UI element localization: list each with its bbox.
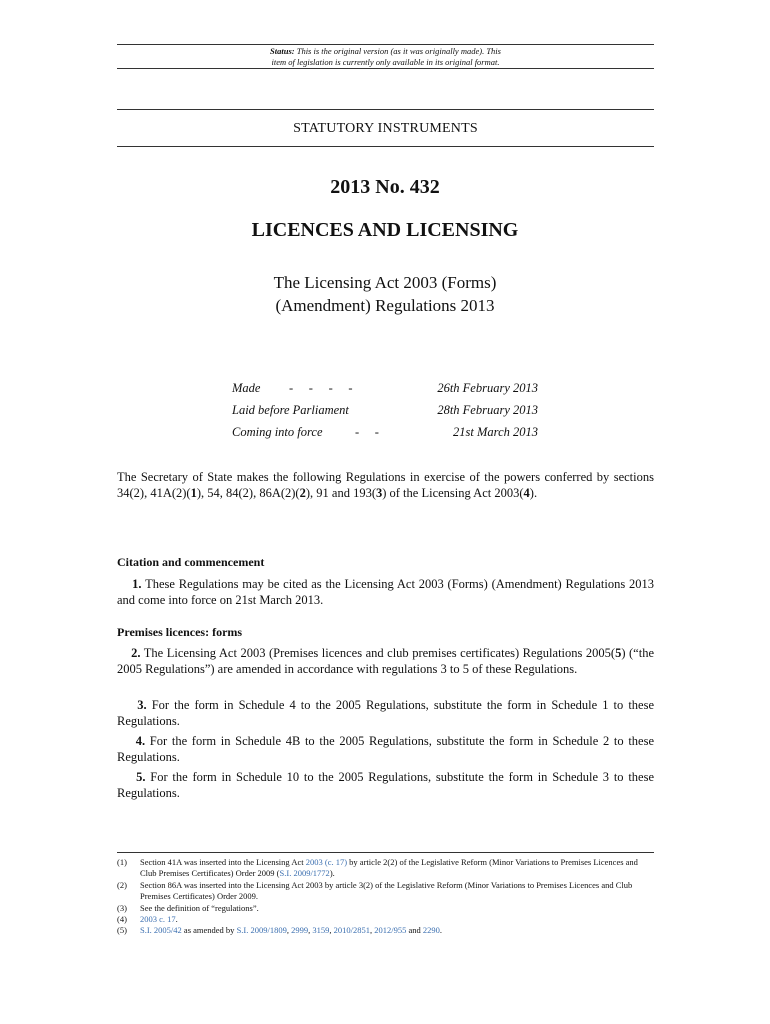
date-label: Laid before Parliament — [232, 403, 349, 417]
preamble-text: ). — [529, 486, 538, 500]
citation-heading: Citation and commencement — [117, 555, 265, 569]
footnote-ref[interactable]: 2 — [299, 486, 306, 500]
preamble-text: ) of the Licensing Act 2003( — [382, 486, 524, 500]
legislation-link[interactable]: 3159 — [312, 925, 330, 935]
footnote-ref[interactable]: 5 — [615, 646, 622, 660]
legislation-link[interactable]: S.I. 2009/1772 — [279, 868, 330, 878]
footnote-ref[interactable]: 4 — [523, 486, 530, 500]
separator: , — [329, 925, 334, 935]
footnote-number: (4) — [117, 914, 127, 924]
legislation-link[interactable]: 2003 c. 17 — [140, 914, 176, 924]
legislation-link[interactable]: 2999 — [291, 925, 309, 935]
footnote-body: See the definition of “regulations”. — [140, 903, 259, 913]
instrument-title — [0, 271, 770, 317]
title-line-1: The Licensing Act 2003 (Forms) — [273, 273, 497, 292]
date-label: Coming into force — [232, 425, 323, 439]
date-dashes: - - — [355, 425, 379, 439]
footnote-text: by article 2(2) of the Legislative Reform (Minor Variations to Premises Licences and Club Premises Certificates) Order 2009 ( — [140, 857, 638, 878]
regulation-3 — [117, 697, 654, 729]
title-line-2: (Amendment) Regulations 2013 — [275, 296, 495, 315]
series-banner — [117, 109, 654, 147]
status-label: Status: — [270, 46, 295, 56]
regulation-1 — [117, 576, 654, 608]
legislation-link[interactable]: S.I. 2009/1809 — [236, 925, 287, 935]
regulation-text: For the form in Schedule 10 to the 2005 Regulations, substitute the form in Schedule 3 to these Regulations. — [117, 770, 655, 800]
regulation-text: For the form in Schedule 4 to the 2005 Regulations, substitute the form in Schedule 1 to these Regulations. — [117, 698, 654, 728]
date-value: 26th February 2013 — [437, 381, 538, 395]
status-line-1: This is the original version (as it was originally made). This — [296, 46, 501, 56]
regulation-2 — [117, 645, 654, 677]
footnote-number: (3) — [117, 903, 127, 913]
regulation-4 — [117, 733, 654, 765]
dates-table — [232, 381, 538, 447]
preamble — [117, 469, 654, 501]
regulation-number: 5. — [136, 770, 146, 784]
regulation-text: ) (“the 2005 Regulations”) are amended in accordance with regulations 3 to 5 of these Regulations. — [117, 646, 654, 676]
regulation-text: For the form in Schedule 4B to the 2005 Regulations, substitute the form in Schedule 2 to these Regulations. — [117, 734, 654, 764]
regulation-number: 1. — [132, 577, 142, 591]
instrument-number: 2013 No. 432 — [330, 176, 440, 198]
footnote-body — [140, 857, 654, 879]
footnote-number: (5) — [117, 925, 127, 935]
preamble-text: ), 91 and 193( — [305, 486, 376, 500]
premises-heading: Premises licences: forms — [117, 625, 243, 639]
date-dashes: - - - - — [289, 381, 353, 395]
legislation-link[interactable]: 2003 (c. 17) — [305, 857, 348, 867]
separator: and — [406, 925, 423, 935]
footnote-divider — [117, 852, 654, 853]
legislation-link[interactable]: 2290 — [422, 925, 440, 935]
regulation-number: 4. — [135, 734, 146, 748]
legislation-link[interactable]: 2012/955 — [374, 925, 407, 935]
footnote-text: . — [175, 914, 178, 924]
preamble-text: ), 54, 84(2), 86A(2)( — [196, 486, 300, 500]
subject-heading: LICENCES AND LICENSING — [251, 219, 519, 241]
date-row-force — [232, 425, 538, 447]
footnote-text: as amended by — [181, 925, 237, 935]
series-label: STATUTORY INSTRUMENTS — [293, 121, 478, 136]
status-banner — [117, 44, 654, 69]
footnote-ref[interactable]: 3 — [375, 486, 383, 500]
footnote-body — [140, 925, 654, 936]
date-value: 21st March 2013 — [453, 425, 538, 439]
separator: . — [439, 925, 443, 935]
regulation-5 — [117, 769, 654, 801]
regulation-number: 2. — [131, 646, 141, 660]
footnote-text: ). — [329, 868, 335, 878]
separator: , — [369, 925, 375, 935]
separator: , — [286, 925, 292, 935]
footnote-number: (1) — [117, 857, 127, 867]
footnote-number: (2) — [117, 880, 127, 890]
footnote-text: Section 41A was inserted into the Licensing Act — [140, 857, 306, 867]
date-row-made — [232, 381, 538, 403]
footnote-body: Section 86A was inserted into the Licensing Act 2003 by article 3(2) of the Legislative Reform (Minor Variations to Premises Licences and Club Premises Certificates) Order 2009. — [140, 880, 633, 901]
separator: , — [308, 925, 313, 935]
status-text — [117, 46, 654, 68]
regulation-text: The Licensing Act 2003 (Premises licences and club premises certificates) Regulations 2005( — [143, 646, 616, 660]
regulation-text: These Regulations may be cited as the Licensing Act 2003 (Forms) (Amendment) Regulations 2013 and come into force on 21st March 2013. — [117, 577, 655, 607]
legislation-link[interactable]: 2010/2851 — [333, 925, 370, 935]
date-row-laid — [232, 403, 538, 425]
regulation-number: 3. — [137, 698, 147, 712]
footnote-ref[interactable]: 1 — [190, 486, 197, 500]
footnote-body — [140, 914, 654, 925]
status-line-2: item of legislation is currently only available in its original format. — [271, 57, 500, 67]
date-value: 28th February 2013 — [437, 403, 538, 417]
date-label: Made — [232, 381, 261, 395]
preamble-text: The Secretary of State makes the following Regulations in exercise of the powers conferred by sections 34(2), 41A(2)( — [117, 470, 654, 500]
legislation-link[interactable]: S.I. 2005/42 — [140, 925, 182, 935]
